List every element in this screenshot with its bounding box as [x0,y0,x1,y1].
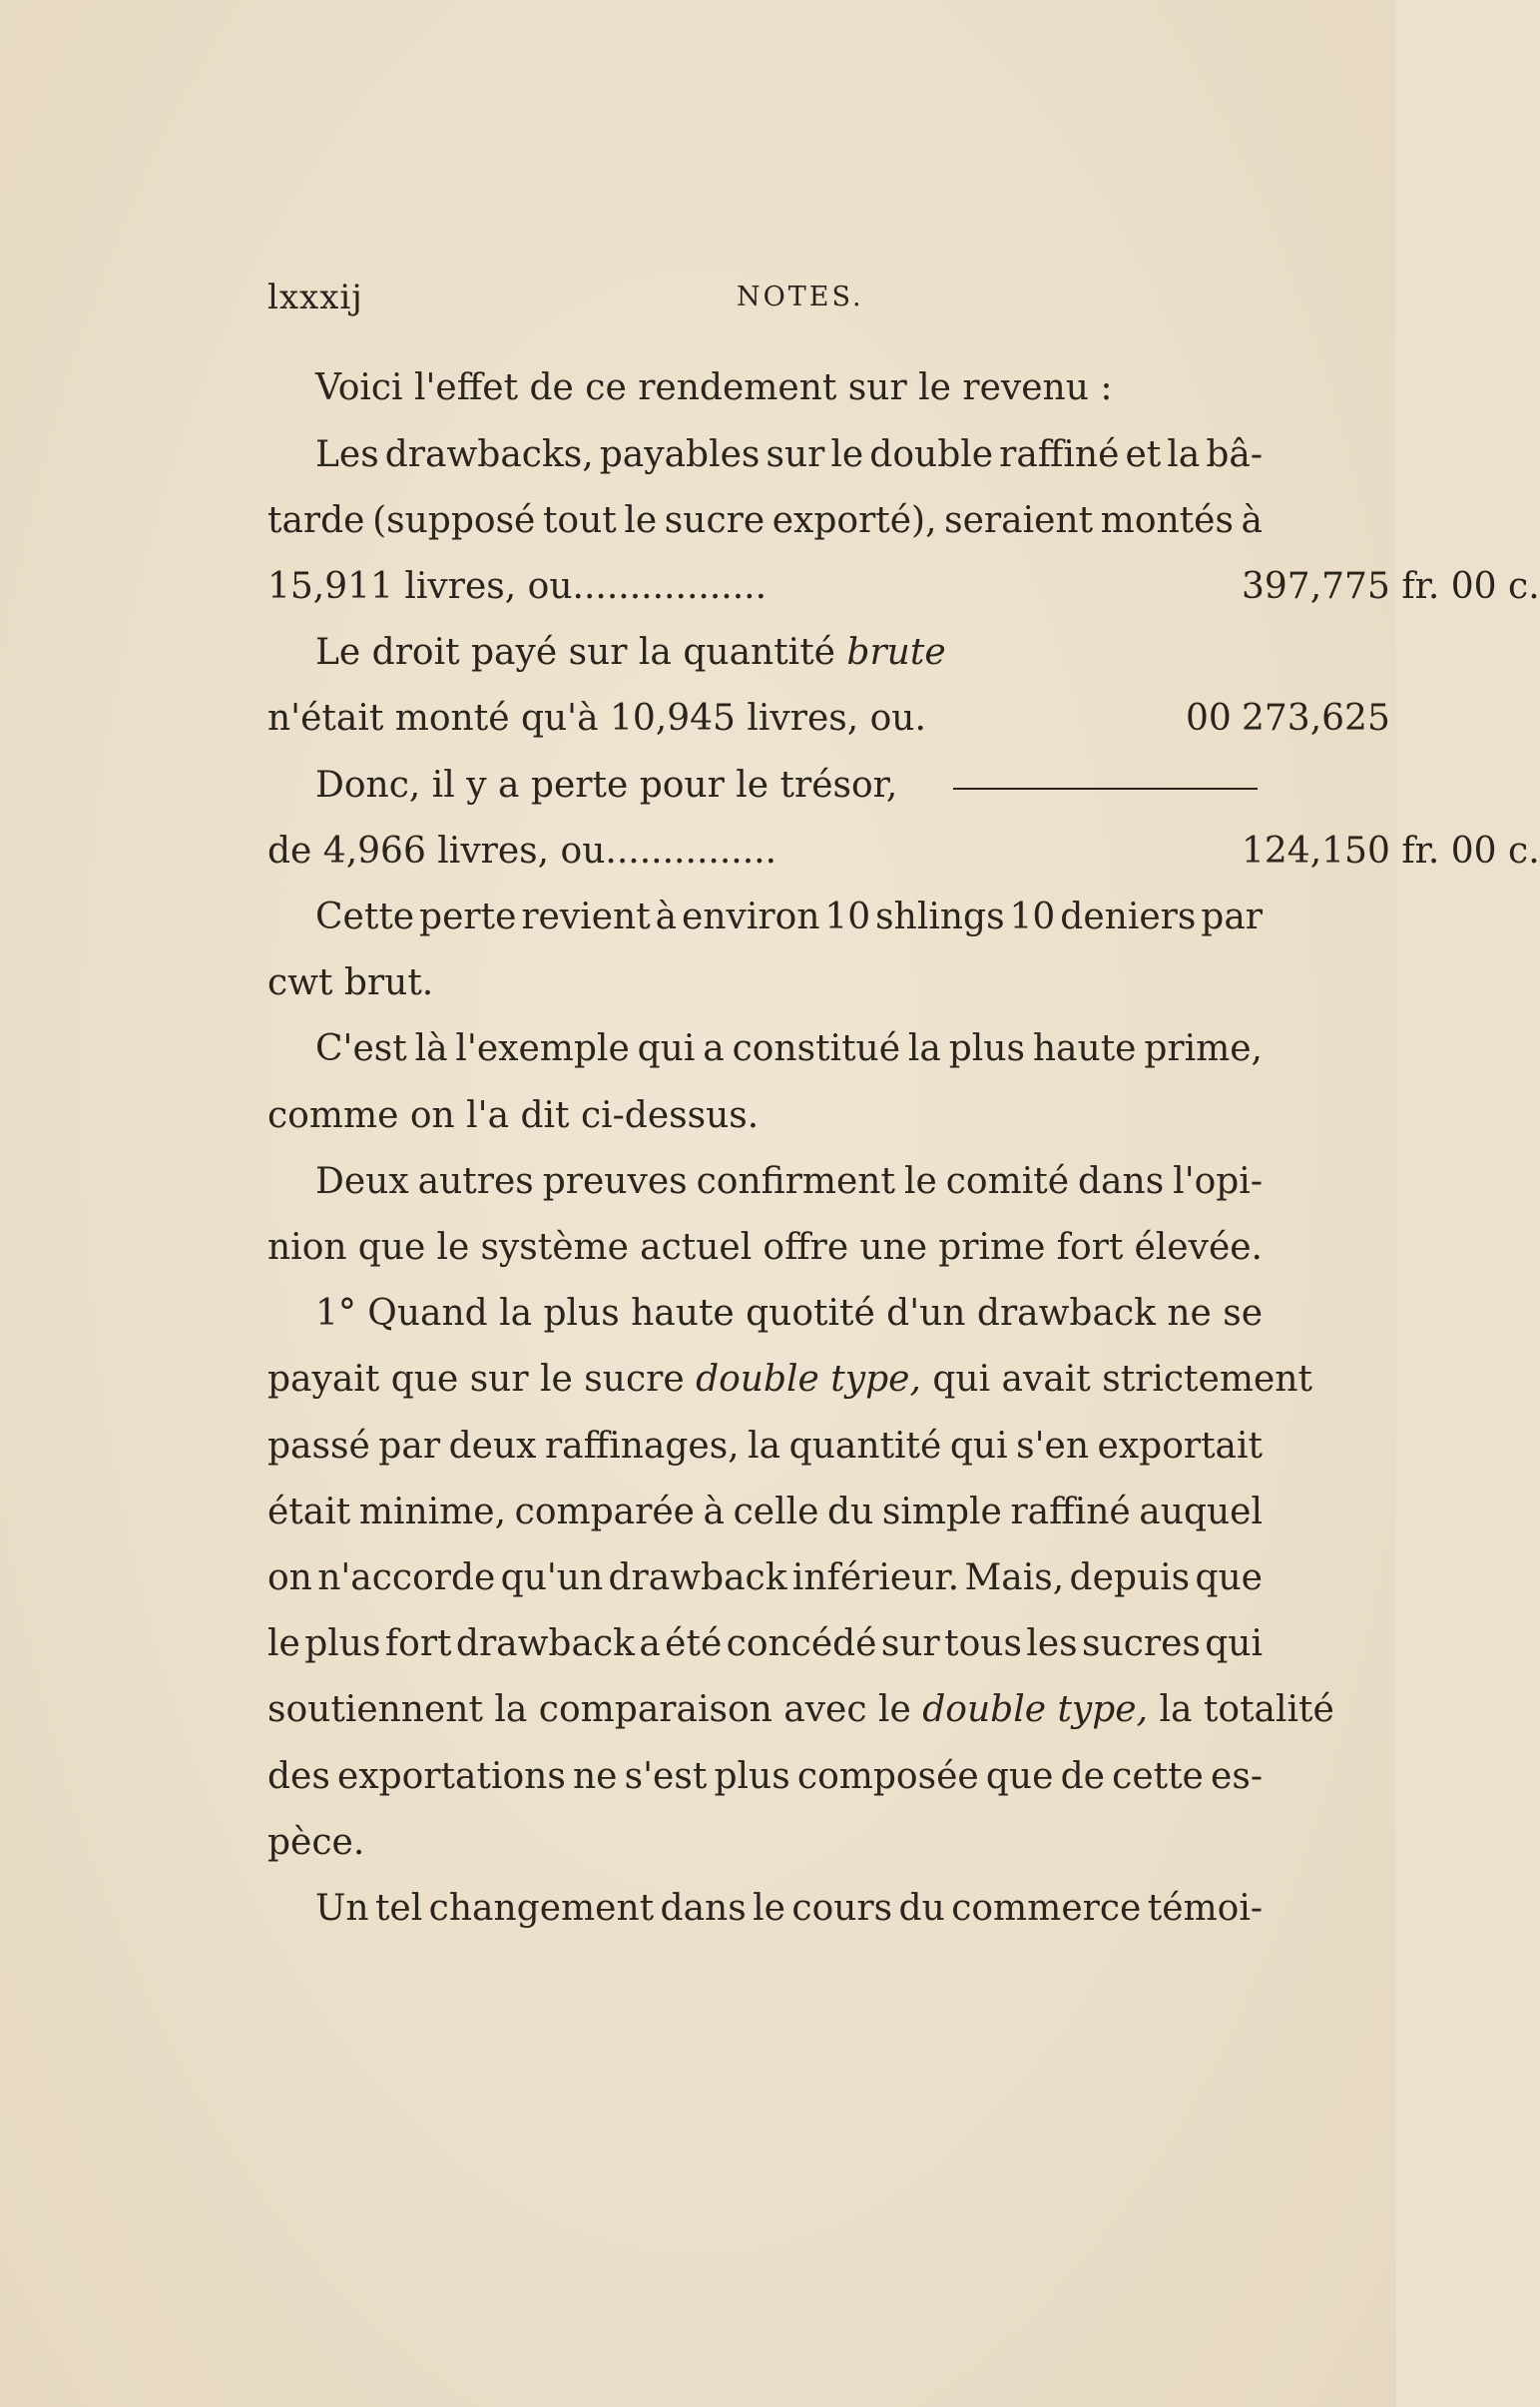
sum-rule [953,788,1258,790]
page-header [267,278,1266,327]
text-span: C'est là l'exemple qui a constitué la plus haute prime, [315,1028,1263,1069]
ledger-line [267,697,1390,741]
ledger-label: n'était monté qu'à 10,945 livres, ou. [267,698,926,739]
ledger-label: 15,911 livres, ou................. [267,566,768,607]
text-line: comme on l'a dit ci-dessus. [267,1095,760,1136]
text-line [315,1887,1263,1931]
text-line: Voici l'effet de ce rendement sur le revenu : [315,367,1113,408]
text-span: soutiennent la comparaison avec le [267,1689,911,1730]
text-span: Cette perte revient à environ 10 shlings 10 deniers par [315,897,1263,937]
text-span: la totalité [1159,1689,1334,1730]
text-span: Le droit payé sur la quantité [315,632,835,673]
text-span: tarde (supposé tout le sucre exporté), seraient montés à [267,500,1263,541]
ledger-line [267,830,1540,874]
ledger-line [267,565,1540,609]
text-line [315,631,1263,675]
ledger-amount: 397,775 fr. 00 c. [1242,566,1540,607]
text-line [267,1688,1334,1732]
italic-term: double type, [922,1689,1149,1730]
text-span: Donc, il y a perte pour le trésor, [315,765,898,806]
text-span: nion que le système actuel offre une prime fort élevée. [267,1227,1263,1268]
text-line: pèce. [267,1822,365,1863]
text-span: Un tel changement dans le cours du commerce témoi- [315,1888,1263,1929]
text-line [267,1556,1263,1600]
text-line [315,1292,1263,1336]
text-span: était minime, comparée à celle du simple raffiné auquel [267,1492,1263,1532]
text-span: payait que sur le sucre [267,1359,685,1400]
text-span: on n'accorde qu'un drawback inférieur. Mais, depuis que [267,1557,1263,1598]
italic-term: double type, [696,1359,921,1400]
text-line [267,499,1263,543]
italic-term: brute [846,632,946,673]
text-line [315,1027,1263,1071]
text-line [267,1425,1263,1469]
text-span: passé par deux raffinages, la quantité qui s'en exportait [267,1426,1263,1467]
text-span: Les drawbacks, payables sur le double raffiné et la bâ- [315,434,1263,475]
text-span: des exportations ne s'est plus composée que de cette es- [267,1756,1263,1797]
text-span: qui avait strictement [932,1359,1312,1400]
text-line [267,1358,1312,1402]
page-number: lxxxij [267,278,363,317]
text-line [315,764,1263,808]
text-line [315,1160,1263,1204]
text-line [315,896,1263,939]
text-line: cwt brut. [267,962,434,1003]
text-line [267,1755,1263,1799]
text-line [267,1226,1263,1270]
text-span: 1° Quand la plus haute quotité d'un drawback ne se [315,1293,1263,1334]
ledger-label: de 4,966 livres, ou............... [267,831,777,872]
text-line [315,433,1263,477]
text-line [267,1622,1263,1666]
text-span: Deux autres preuves confirment le comité dans l'opi- [315,1161,1263,1202]
text-line [267,1491,1263,1534]
ledger-cents: 00 [1186,698,1232,739]
text-span: le plus fort drawback a été concédé sur tous les sucres qui [267,1623,1263,1664]
ledger-amount: 124,150 fr. 00 c. [1242,831,1540,872]
running-head: NOTES. [737,282,864,312]
ledger-amount: 273,625 [1242,698,1390,739]
